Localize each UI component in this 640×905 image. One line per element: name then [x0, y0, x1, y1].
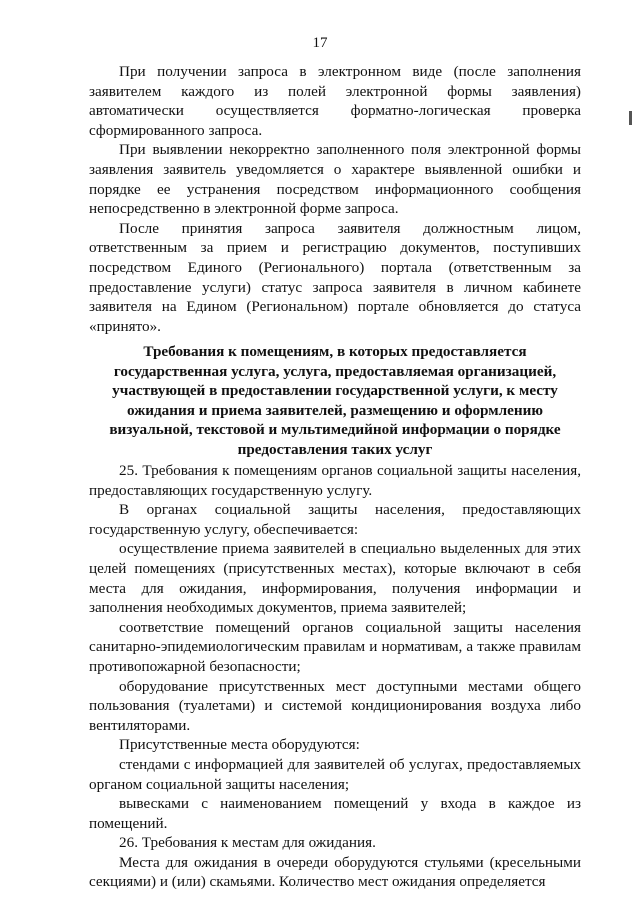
paragraph-item-26: 26. Требования к местам для ожидания. — [119, 834, 376, 852]
top-text-section — [89, 62, 581, 336]
paragraph-status-accepted: После принятия запроса заявителя должностным лицом, ответственным за прием и регистрацию документов, поступивших посредством Единого (Регионального) портала (ответственным за предоставление услуги) статус запроса заявителя в личном кабинете заявителя на Едином (Региональном) портале обновляется до статуса «принято». — [89, 219, 581, 335]
paragraph-info-stands: стендами с информацией для заявителей об услугах, предоставляемых органом социальной защиты населения; — [89, 755, 581, 793]
paragraph-item-25: 25. Требования к помещениям органов социальной защиты населения, предоставляющих государственную услугу. — [89, 462, 581, 499]
paragraph-electronic-request-check: При получении запроса в электронном виде (после заполнения заявителем каждого из полей электронной формы заявления) автоматически осуществляется форматно-логическая проверка сформированного запроса. — [89, 63, 581, 139]
scan-edge-mark — [629, 111, 632, 125]
paragraph-places-equipped: Присутственные места оборудуются: — [119, 736, 360, 754]
paragraph-sanitary-compliance: соответствие помещений органов социальной защиты населения санитарно-эпидемиологическим правилам и нормативам, а также правилам противопожарной безопасности; — [89, 618, 581, 675]
heading-line: ожидания и приема заявителей, размещению и оформлению — [127, 401, 543, 419]
page-number: 17 — [312, 35, 328, 51]
heading-line: участвующей в предоставлении государственной услуги, к месту — [112, 382, 558, 400]
paragraph-waiting-seats: Места для ожидания в очереди оборудуются стульями (кресельными секциями) и (или) скамьями. Количество мест ожидания определяется — [89, 853, 581, 891]
paragraph-reception-premises: осуществление приема заявителей в специально выделенных для этих целей помещениях (присутственных местах), которые включают в себя места для ожидания, информирования, получения информации и заполнения необходимых документов, приема заявителей; — [89, 540, 581, 617]
heading-line: государственная услуга, услуга, предоставляемая организацией, — [113, 362, 557, 380]
heading-line: Требования к помещениям, в которых предоставляется — [143, 343, 527, 360]
paragraph-provision-intro: В органах социальной защиты населения, предоставляющих государственную услугу, обеспечивается: — [89, 501, 581, 538]
bottom-text-section — [89, 461, 581, 892]
paragraph-equipment: оборудование присутственных мест доступными местами общего пользования (туалетами) и системой кондиционирования воздуха либо вентиляторами. — [89, 677, 581, 734]
heading-line: визуальной, текстовой и мультимедийной информации о порядке — [109, 421, 561, 439]
paragraph-incorrect-field-notice: При выявлении некорректно заполненного поля электронной формы заявления заявитель уведомляется о характере выявленной ошибки и порядке ее устранения посредством информационного сообщения непосредственно в электронной форме запроса. — [89, 141, 581, 218]
heading-line: предоставления таких услуг — [237, 440, 433, 458]
section-heading — [89, 342, 581, 460]
paragraph-signboards: вывесками с наименованием помещений у входа в каждое из помещений. — [89, 795, 581, 832]
